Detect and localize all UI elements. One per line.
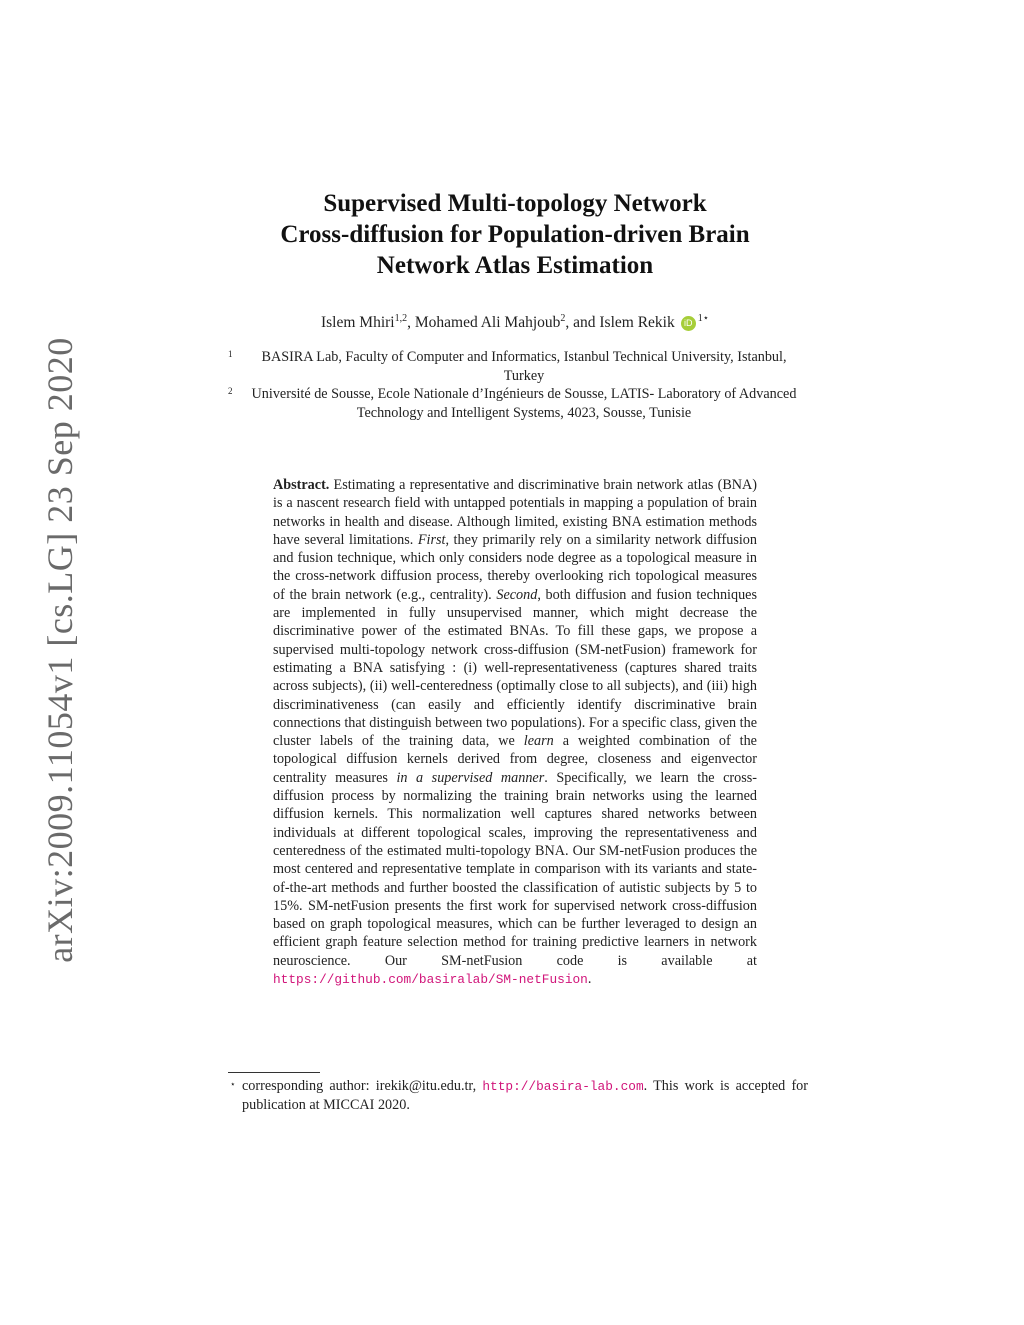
- author-affiliation-marker: 2: [560, 313, 566, 324]
- abstract-emphasis: Second: [496, 586, 538, 603]
- author-affiliation-marker: 1,2: [394, 313, 408, 324]
- abstract-text: Estimating a representative and discriminative brain network atlas (BNA) is a nascent research field with untapped potentials in mapping a population of brain networks in health and disease. Although limited, existing BNA estimation methods have several limitations.: [273, 477, 757, 548]
- orcid-icon[interactable]: iD: [681, 316, 696, 331]
- affiliation-text: Université de Sousse, Ecole Nationale d’Ingénieurs de Sousse, LATIS- Laboratory of Advanced Technology and Intelligent Systems, 4023, Sousse, Tunisie: [251, 386, 797, 421]
- abstract-emphasis: First: [417, 531, 446, 548]
- abstract-text: , they primarily rely on a similarity network diffusion and fusion technique, which only considers node degree as a topological measure in the cross-network diffusion process, thereby overlooking rich topological measures of the brain network (e.g., centrality).: [273, 531, 757, 603]
- abstract-text: a weighted combination of the topological diffusion kernels derived from degree, closeness and eigenvector centrality measures: [273, 733, 757, 786]
- footnote-rule: [228, 1072, 320, 1073]
- author-list: [180, 313, 850, 332]
- affiliation-item: [228, 348, 808, 385]
- affiliation-number: 2: [228, 386, 233, 397]
- title-line-2: Cross-diffusion for Population-driven Brain: [280, 221, 750, 248]
- footnote-text: corresponding author: irekik@itu.edu.tr,: [242, 1078, 483, 1094]
- code-repository-link[interactable]: https://github.com/basiralab/SM-netFusion: [273, 972, 588, 988]
- abstract-text: , both diffusion and fusion techniques are implemented in fully unsupervised manner, which might decrease the discriminative power of the estimated BNAs. To fill these gaps, we propose a supervised multi-topology network cross-diffusion (SM-netFusion) framework for estimating a BNA satisfying : (i) well-representativeness (captures shared traits across subjects), (ii) well-centeredness (optimally close to all subjects), and (iii) high discriminativeness (can easily and efficiently identify discriminative brain connections that distinguish between two populations). For a specific class, given the cluster labels of the training data, we: [273, 586, 758, 750]
- title-line-1: Supervised Multi-topology Network: [323, 190, 707, 217]
- affiliations: [228, 348, 808, 422]
- abstract: [273, 476, 757, 989]
- abstract-emphasis: in a supervised manner: [396, 769, 545, 786]
- affiliation-text: BASIRA Lab, Faculty of Computer and Informatics, Istanbul Technical University, Istanbul, Turkey: [261, 349, 787, 384]
- author-name: , and Islem Rekik: [565, 314, 675, 332]
- author-affiliation-marker: 1⋆: [697, 313, 709, 324]
- footnote: [228, 1077, 808, 1115]
- footnote-text: . This work is accepted for publication at MICCAI 2020.: [242, 1078, 808, 1114]
- lab-website-link[interactable]: http://basira-lab.com: [482, 1079, 644, 1094]
- arxiv-sidebar: [30, 337, 90, 963]
- abstract-text: . Specifically, we learn the cross-diffusion process by normalizing the training brain networks using the learned diffusion kernels. This normalization well captures shared networks between individuals at different topological scales, improving the representativeness and centeredness of the estimated multi-topology BNA. Our SM-netFusion produces the most centered and representative template in comparison with its variants and state-of-the-art methods and further boosted the classification of autistic subjects by 5 to 15%. SM-netFusion presents the first work for supervised network cross-diffusion based on graph topological measures, which can be further leveraged to design an efficient graph feature selection method for training predictive learners in network neuroscience. Our SM-netFusion code is available at: [273, 769, 758, 969]
- title-line-3: Network Atlas Estimation: [376, 252, 654, 279]
- affiliation-number: 1: [228, 349, 233, 359]
- affiliation-item: [228, 385, 808, 422]
- abstract-label: Abstract.: [273, 477, 330, 493]
- abstract-emphasis: learn: [523, 733, 554, 750]
- abstract-text: .: [587, 971, 592, 988]
- footnote-marker: ⋆: [230, 1079, 236, 1089]
- arxiv-identifier: arXiv:2009.11054v1 [cs.LG] 23 Sep 2020: [40, 337, 80, 963]
- author-name: , Mohamed Ali Mahjoub: [407, 314, 561, 332]
- author-name: Islem Mhiri: [320, 314, 395, 332]
- paper-title: [180, 188, 850, 281]
